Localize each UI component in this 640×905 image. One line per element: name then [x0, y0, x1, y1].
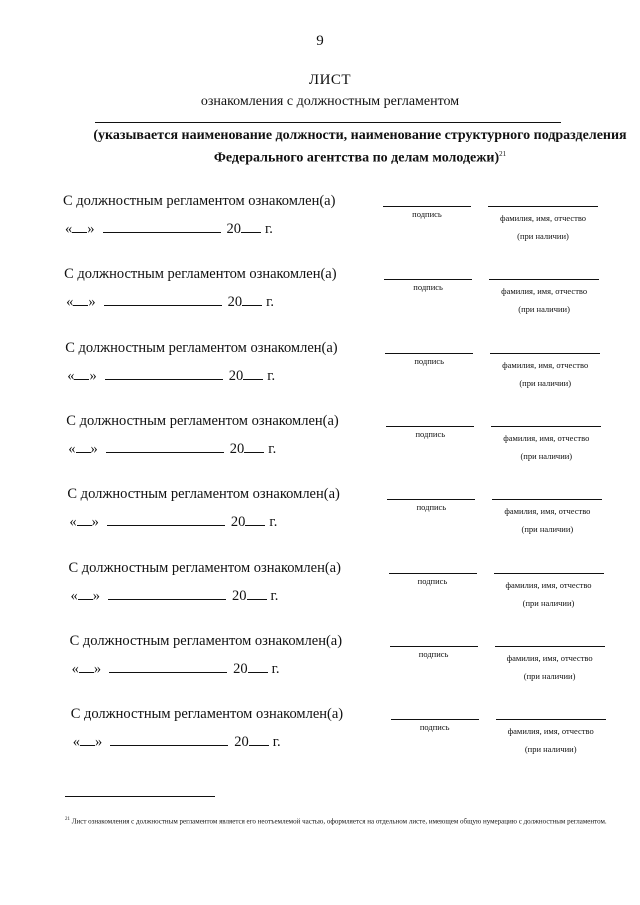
full-name-line[interactable]	[492, 499, 602, 500]
signature-label: подпись	[412, 209, 442, 219]
quote-close: »	[88, 294, 96, 311]
month-blank[interactable]	[103, 220, 221, 233]
acknowledgement-entry	[0, 193, 640, 263]
signature-line[interactable]	[385, 353, 473, 354]
full-name-label	[492, 502, 602, 538]
year-prefix: 20	[226, 221, 241, 237]
full-name-caption: фамилия, имя, отчество	[505, 579, 592, 590]
quote-open: «	[66, 294, 74, 311]
year-suffix: г.	[267, 367, 276, 384]
signature-label: подпись	[418, 648, 449, 659]
acknowledgement-entry	[0, 560, 640, 630]
month-blank[interactable]	[104, 293, 222, 306]
year-suffix: г.	[272, 734, 281, 751]
signature-label: подпись	[416, 502, 447, 513]
year-prefix: 20	[230, 514, 246, 531]
date-row	[72, 660, 280, 678]
footnote-rule	[65, 796, 215, 797]
full-name-note: (при наличии)	[523, 670, 576, 681]
acknowledged-text: С должностным регламентом ознакомлен(а)	[65, 339, 338, 356]
acknowledged-text: С должностным регламентом ознакомлен(а)	[69, 632, 343, 649]
year-prefix: 20	[232, 587, 247, 604]
full-name-caption: фамилия, имя, отчество	[503, 432, 590, 443]
acknowledgement-entry	[0, 633, 640, 703]
quote-open: «	[72, 734, 80, 751]
day-blank[interactable]	[74, 367, 89, 380]
acknowledged-text: С должностным регламентом ознакомлен(а)	[64, 266, 337, 283]
full-name-note: (при наличии)	[524, 744, 577, 755]
full-name-caption: фамилия, имя, отчество	[506, 652, 593, 663]
full-name-line[interactable]	[496, 719, 606, 720]
date-row	[69, 513, 277, 531]
day-blank[interactable]	[77, 513, 92, 526]
quote-close: »	[91, 514, 99, 531]
full-name-label	[489, 282, 599, 318]
acknowledged-text: С должностным регламентом ознакомлен(а)	[67, 486, 340, 503]
year-blank[interactable]	[249, 733, 269, 746]
quote-close: »	[89, 367, 97, 384]
full-name-line[interactable]	[488, 206, 598, 207]
year-blank[interactable]	[244, 440, 264, 453]
signature-label: подпись	[414, 355, 444, 366]
year-blank[interactable]	[245, 513, 265, 526]
full-name-label	[496, 722, 606, 758]
month-blank[interactable]	[105, 367, 223, 380]
acknowledged-text: С должностным регламентом ознакомлен(а)	[68, 559, 341, 576]
year-blank[interactable]	[242, 293, 262, 306]
quote-open: «	[68, 440, 76, 457]
acknowledged-text: С должностным регламентом ознакомлен(а)	[70, 706, 344, 723]
date-row	[66, 293, 274, 311]
signature-line[interactable]	[389, 573, 477, 574]
month-blank[interactable]	[106, 440, 224, 453]
full-name-caption: фамилия, имя, отчество	[504, 506, 591, 517]
signature-line[interactable]	[387, 499, 475, 500]
month-blank[interactable]	[108, 587, 226, 600]
year-suffix: г.	[268, 440, 277, 457]
acknowledgement-entry	[0, 486, 640, 556]
year-prefix: 20	[233, 660, 248, 677]
year-prefix: 20	[229, 440, 245, 457]
quote-close: »	[90, 440, 98, 457]
day-blank[interactable]	[76, 440, 91, 453]
footnote-text: Лист ознакомления с должностным регламентом является его неотъемлемой частью, оформляется на отдельном листе, имеющем общую нумерацию с должностным регламентом.	[71, 817, 607, 826]
day-blank[interactable]	[80, 733, 95, 746]
year-blank[interactable]	[248, 660, 268, 673]
position-instruction	[70, 126, 640, 168]
acknowledged-text: С должностным регламентом ознакомлен(а)	[66, 412, 339, 429]
day-blank[interactable]	[79, 660, 94, 673]
full-name-label	[490, 356, 600, 392]
year-blank[interactable]	[247, 587, 267, 600]
page-number: 9	[316, 33, 324, 49]
title-underline	[95, 122, 561, 123]
sheet-subtitle: ознакомления с должностным регламентом	[200, 94, 460, 109]
instruction-text: (указывается наименование должности, наименование структурного подразделения Федерального агентства по делам молодежи)	[93, 128, 627, 166]
year-blank[interactable]	[241, 220, 261, 233]
full-name-line[interactable]	[490, 353, 600, 354]
year-suffix: г.	[269, 514, 278, 531]
year-prefix: 20	[228, 367, 244, 384]
signature-label: подпись	[415, 428, 446, 439]
quote-close: »	[92, 587, 100, 604]
date-row	[68, 440, 276, 458]
signature-line[interactable]	[386, 426, 474, 427]
year-suffix: г.	[266, 294, 275, 311]
full-name-label	[488, 209, 598, 245]
full-name-note: (при наличии)	[520, 450, 573, 461]
full-name-line[interactable]	[491, 426, 601, 427]
year-prefix: 20	[234, 734, 249, 751]
acknowledgement-entry	[0, 706, 640, 776]
full-name-label	[495, 649, 605, 685]
acknowledgement-entry	[0, 413, 640, 483]
full-name-note: (при наличии)	[519, 377, 572, 388]
year-prefix: 20	[227, 294, 243, 311]
signature-line[interactable]	[391, 719, 479, 720]
full-name-line[interactable]	[495, 646, 605, 647]
month-blank[interactable]	[110, 733, 228, 746]
full-name-label	[491, 429, 601, 465]
full-name-note: (при наличии)	[517, 231, 569, 241]
full-name-caption: фамилия, имя, отчество	[499, 213, 587, 223]
quote-open: «	[69, 514, 77, 531]
quote-open: «	[65, 221, 73, 237]
date-row	[67, 367, 275, 385]
full-name-note: (при наличии)	[521, 524, 574, 535]
date-row	[65, 220, 273, 238]
signature-line[interactable]	[383, 206, 471, 207]
full-name-label	[494, 576, 604, 612]
quote-close: »	[93, 660, 102, 677]
quote-open: «	[71, 660, 79, 677]
signature-line[interactable]	[390, 646, 478, 647]
signature-label: подпись	[413, 282, 443, 293]
full-name-caption: фамилия, имя, отчество	[507, 726, 594, 737]
acknowledgement-entry	[0, 266, 640, 336]
signature-label: подпись	[419, 722, 450, 733]
day-blank[interactable]	[72, 220, 87, 233]
quote-open: «	[70, 587, 78, 604]
acknowledged-text: С должностным регламентом ознакомлен(а)	[63, 193, 336, 209]
month-blank[interactable]	[109, 660, 227, 673]
full-name-note: (при наличии)	[522, 597, 575, 608]
full-name-caption: фамилия, имя, отчество	[501, 286, 588, 297]
year-suffix: г.	[270, 587, 279, 604]
day-blank[interactable]	[78, 587, 93, 600]
quote-open: «	[67, 367, 75, 384]
full-name-line[interactable]	[489, 279, 599, 280]
quote-close: »	[87, 221, 95, 237]
month-blank[interactable]	[107, 513, 225, 526]
day-blank[interactable]	[73, 293, 88, 306]
footnote	[65, 814, 620, 827]
acknowledgement-entry	[0, 340, 640, 410]
quote-close: »	[94, 734, 103, 751]
sheet-title: ЛИСТ	[308, 72, 352, 88]
full-name-line[interactable]	[494, 573, 604, 574]
footnote-number: 21	[65, 817, 70, 822]
date-row	[71, 587, 279, 605]
date-row	[73, 733, 281, 751]
year-blank[interactable]	[243, 367, 263, 380]
signature-line[interactable]	[384, 279, 472, 280]
full-name-note: (при наличии)	[518, 304, 570, 315]
full-name-caption: фамилия, имя, отчество	[502, 359, 589, 370]
signature-label: подпись	[417, 575, 448, 586]
year-suffix: г.	[265, 221, 273, 237]
footnote-reference: 21	[499, 150, 507, 158]
year-suffix: г.	[271, 660, 280, 677]
